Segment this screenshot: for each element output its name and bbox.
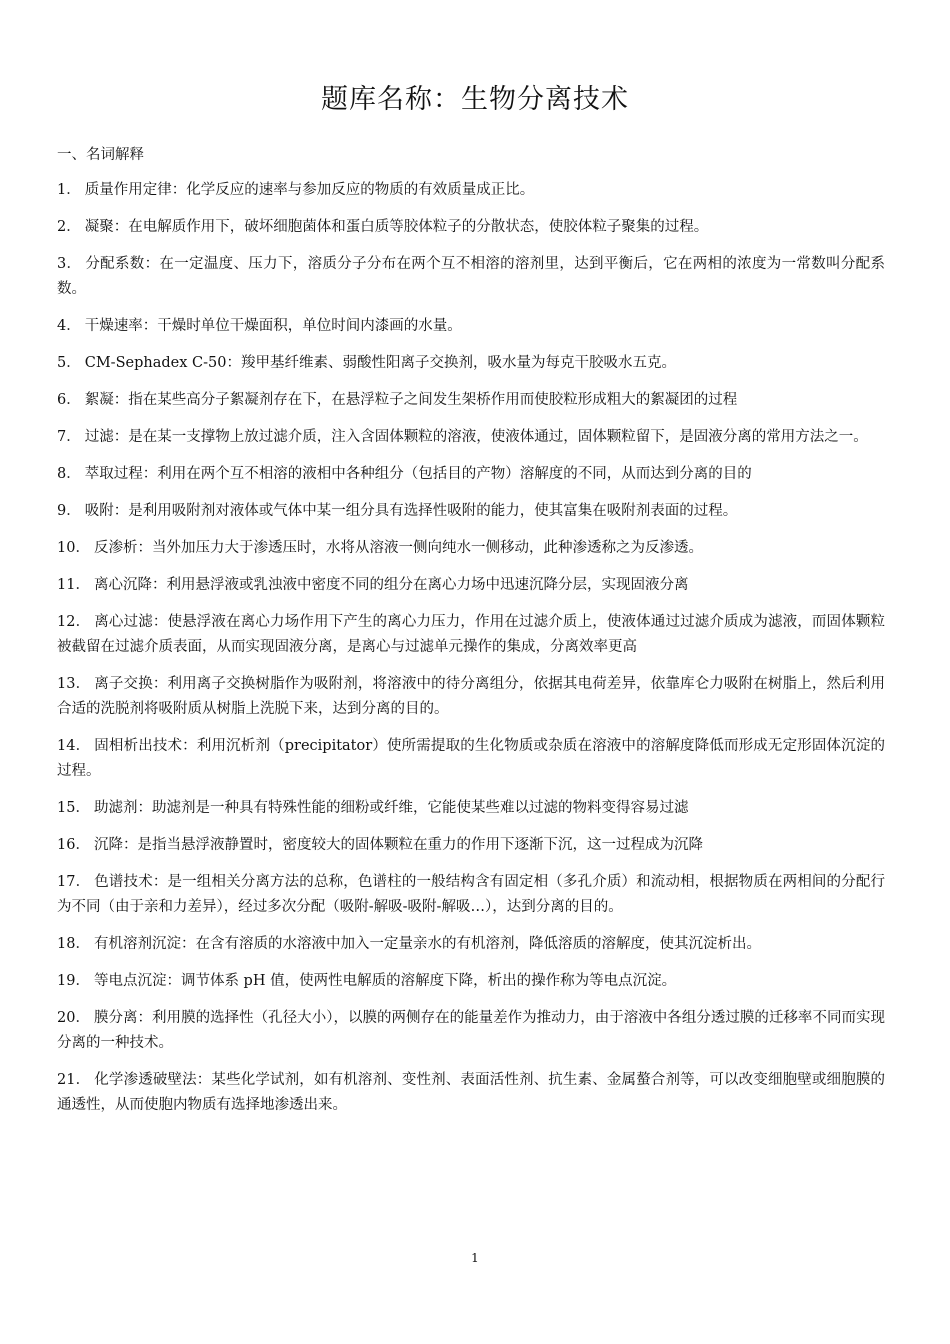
page-title: 题库名称：生物分离技术 xyxy=(321,84,629,115)
entry-text: 反渗析：当外加压力大于渗透压时，水将从溶液一侧向纯水一侧移动，此种渗透称之为反渗透。 xyxy=(93,540,703,556)
definition-entry xyxy=(57,425,885,450)
definition-entry xyxy=(57,314,885,339)
entry-text: 离心沉降：利用悬浮液或乳浊液中密度不同的组分在离心力场中迅速沉降分层，实现固液分离 xyxy=(93,577,689,593)
definition-entry xyxy=(57,969,885,994)
entry-number: 1． xyxy=(57,182,81,198)
definition-entry xyxy=(57,252,885,302)
entry-number: 18． xyxy=(57,936,90,952)
definition-entry xyxy=(57,870,885,920)
entry-number: 21． xyxy=(57,1072,91,1088)
definition-entry xyxy=(57,499,885,524)
entry-text: 过滤：是在某一支撑物上放过滤介质，注入含固体颗粒的溶液，使液体通过，固体颗粒留下，是固液分离的常用方法之一。 xyxy=(84,429,868,445)
entry-number: 16． xyxy=(57,837,90,853)
section-heading: 一、名词解释 xyxy=(57,147,144,163)
entry-number: 13． xyxy=(57,676,91,692)
entry-text: CM-Sephadex C-50：羧甲基纤维素、弱酸性阳离子交换剂，吸水量为每克干胶吸水五克。 xyxy=(84,355,676,371)
entry-text: 分配系数：在一定温度、压力下，溶质分子分布在两个互不相溶的溶剂里，达到平衡后，它在两相的浓度为一常数叫分配系数。 xyxy=(57,256,885,297)
definition-entry xyxy=(57,833,885,858)
definition-entry xyxy=(57,734,885,784)
entry-text: 有机溶剂沉淀：在含有溶质的水溶液中加入一定量亲水的有机溶剂，降低溶质的溶解度，使其沉淀析出。 xyxy=(93,936,761,952)
entry-number: 17． xyxy=(57,874,91,890)
entry-text: 等电点沉淀：调节体系 pH 值，使两性电解质的溶解度下降，析出的操作称为等电点沉淀。 xyxy=(93,973,677,989)
entry-number: 2． xyxy=(57,219,81,235)
entry-number: 10． xyxy=(57,540,90,556)
definition-entry xyxy=(57,351,885,376)
entry-text: 离心过滤：使悬浮液在离心力场作用下产生的离心力压力，作用在过滤介质上，使液体通过过滤介质成为滤液，而固体颗粒被截留在过滤介质表面，从而实现固液分离，是离心与过滤单元操作的集成，分离效率更高 xyxy=(57,614,885,655)
entry-text: 絮凝：指在某些高分子絮凝剂存在下，在悬浮粒子之间发生架桥作用而使胶粒形成粗大的絮凝团的过程 xyxy=(84,392,738,408)
entry-number: 14． xyxy=(57,738,91,754)
definition-entry xyxy=(57,932,885,957)
entry-number: 7． xyxy=(57,429,81,445)
entry-number: 9． xyxy=(57,503,81,519)
entry-text: 萃取过程：利用在两个互不相溶的液相中各种组分（包括目的产物）溶解度的不同，从而达到分离的目的 xyxy=(84,466,752,482)
entry-number: 4． xyxy=(57,318,81,334)
entry-number: 6． xyxy=(57,392,81,408)
entry-text: 干燥速率：干燥时单位干燥面积，单位时间内漆画的水量。 xyxy=(84,318,462,334)
entry-number: 11． xyxy=(57,577,90,593)
definition-entry xyxy=(57,1006,885,1056)
definition-entry xyxy=(57,573,885,598)
definition-entry xyxy=(57,462,885,487)
entry-number: 8． xyxy=(57,466,81,482)
definition-entry xyxy=(57,610,885,660)
entry-number: 19． xyxy=(57,973,90,989)
entry-text: 吸附：是利用吸附剂对液体或气体中某一组分具有选择性吸附的能力，使其富集在吸附剂表面的过程。 xyxy=(84,503,738,519)
definition-entry xyxy=(57,388,885,413)
definition-entry xyxy=(57,536,885,561)
entry-number: 12． xyxy=(57,614,91,630)
definition-entry xyxy=(57,215,885,240)
entry-text: 离子交换：利用离子交换树脂作为吸附剂，将溶液中的待分离组分，依据其电荷差异，依靠库仑力吸附在树脂上，然后利用合适的洗脱剂将吸附质从树脂上洗脱下来，达到分离的目的。 xyxy=(57,676,885,717)
entry-text: 凝聚：在电解质作用下，破坏细胞菌体和蛋白质等胶体粒子的分散状态，使胶体粒子聚集的过程。 xyxy=(84,219,709,235)
definition-entry xyxy=(57,1068,885,1118)
entry-text: 助滤剂：助滤剂是一种具有特殊性能的细粉或纤维，它能使某些难以过滤的物料变得容易过滤 xyxy=(93,800,689,816)
entry-text: 质量作用定律：化学反应的速率与参加反应的物质的有效质量成正比。 xyxy=(84,182,535,198)
entry-text: 固相析出技术：利用沉析剂（precipitator）使所需提取的生化物质或杂质在溶液中的溶解度降低而形成无定形固体沉淀的过程。 xyxy=(57,738,885,779)
entry-number: 3． xyxy=(57,256,82,272)
definition-entry xyxy=(57,672,885,722)
entry-text: 沉降：是指当悬浮液静置时，密度较大的固体颗粒在重力的作用下逐渐下沉，这一过程成为沉降 xyxy=(93,837,703,853)
entry-text: 色谱技术：是一组相关分离方法的总称，色谱柱的一般结构含有固定相（多孔介质）和流动相，根据物质在两相间的分配行为不同（由于亲和力差异），经过多次分配（吸附-解吸-吸附-解吸…），达到分离的目的。 xyxy=(57,874,885,915)
definition-entry xyxy=(57,796,885,821)
entry-text: 化学渗透破壁法：某些化学试剂，如有机溶剂、变性剂、表面活性剂、抗生素、金属螯合剂等，可以改变细胞壁或细胞膜的通透性，从而使胞内物质有选择地渗透出来。 xyxy=(57,1072,885,1113)
entry-number: 15． xyxy=(57,800,90,816)
document-body xyxy=(57,143,885,1130)
definition-entry xyxy=(57,178,885,203)
page-number: 1 xyxy=(471,1251,479,1265)
entry-number: 20． xyxy=(57,1010,90,1026)
entry-number: 5． xyxy=(57,355,81,371)
entry-text: 膜分离：利用膜的选择性（孔径大小），以膜的两侧存在的能量差作为推动力，由于溶液中各组分透过膜的迁移率不同而实现分离的一种技术。 xyxy=(57,1010,885,1051)
